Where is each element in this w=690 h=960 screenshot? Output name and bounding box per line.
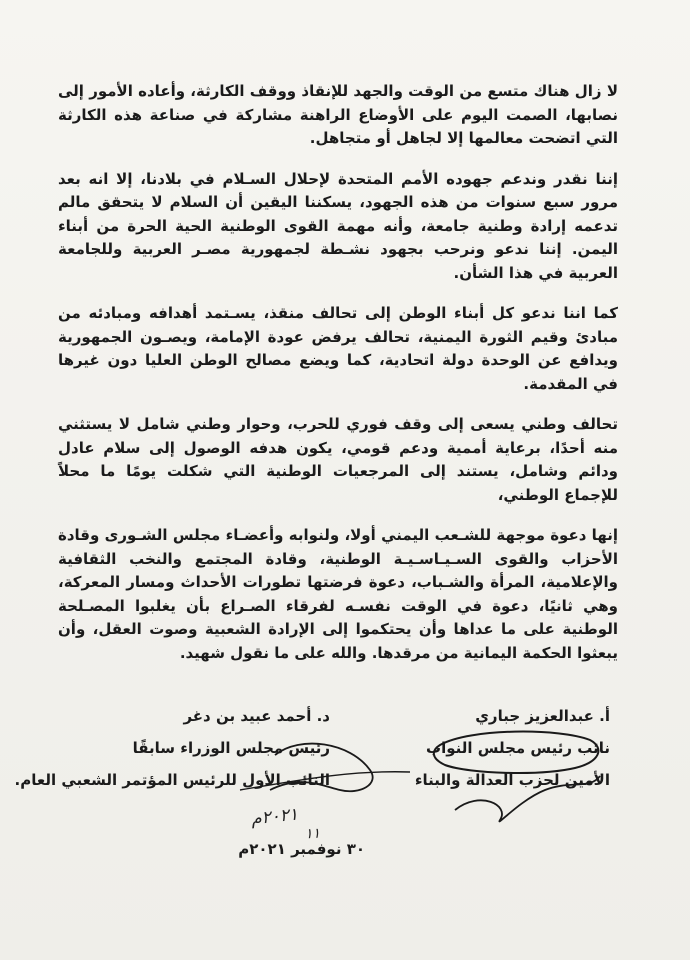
- signatory-name-right: أ. عبدالعزيز جباري: [475, 707, 610, 725]
- paragraph-3: كما اننا ندعو كل أبناء الوطن إلى تحالف منقذ، يسـتمد أهدافه ومبادئه من مبادئ وقيم الثورة اليمنية، تحالف يرفض عودة الإمامة، ويصـون الجمهورية ويدافع عن الوحدة دولة اتحادية، كما ويضع مصالح الوطن العليا دون غيرها في المقدمة.: [58, 304, 618, 393]
- handwritten-year: ٢٠٢١م: [250, 804, 299, 830]
- paragraph-2: إننا نقدر وندعم جهوده الأمم المتحدة لإحلال السـلام في بلادنا، إلا انه بعد مرور سبع سنوات من هذه الجهود، يسكننا اليقين أن السلام لا يتحقق مالم تدعمه إرادة وطنية جامعة، وأنه مهمة القوى الوطنية الحية الحرة من أبناء اليمن. إننا ندعو ونرحب بجهود نشـطة لجمهورية مصـر العربية وللجامعة العربية في هذا الشأن.: [58, 169, 618, 282]
- signature-block-right: [350, 700, 610, 796]
- signatory-title-right-2: الأمين لحزب العدالة والبناء: [414, 771, 610, 789]
- signatory-name-left: د. أحمد عبيد بن دغر: [183, 707, 330, 725]
- letter-date: ٣٠ نوفمبر ٢٠٢١م: [238, 840, 365, 858]
- paragraph-5: إنها دعوة موجهة للشـعب اليمني أولا، ولنوابه وأعضـاء مجلس الشـورى وقادة الأحزاب والقوى السـيـاسـيـة الوطنية، وقادة المجتمع والنخب الثقافية والإعلامية، المرأة والشـباب، دعوة فرضتها تطورات الأحداث ومسار المعركة، وهي ثانيًا، دعوة في الوقت نفسـه لفرقاء الصـراع بأن يغلبوا المصـلحة الوطنية على ما عداها وأن يحتكموا إلى الإرادة الشعبية وصوت العقل، وأن يبعثوا الحكمة اليمانية من مرقدها. والله على ما نقول شهيد.: [58, 526, 618, 662]
- letter-body: [58, 80, 618, 682]
- handwritten-month: ١١: [304, 825, 321, 843]
- signatory-title-right-1: نائب رئيس مجلس النواب: [426, 739, 610, 757]
- signatory-title-left-1: رئيس مجلس الوزراء سابقًا: [132, 739, 330, 757]
- paragraph-4: تحالف وطني يسعى إلى وقف فوري للحرب، وحوار وطني شامل لا يستثني منه أحدًا، برعاية أممية ودعم قومي، يكون هدفه الوصول إلى سلام عادل ودائم وشامل، يستند إلى المرجعيات الوطنية التي شكلت يومًا ما محلاً للإجماع الوطني،: [58, 415, 618, 504]
- paragraph-1: لا زال هناك متسع من الوقت والجهد للإنقاذ ووقف الكارثة، وأعاده الأمور إلى نصابها، الصمت اليوم على الأوضاع الراهنة مشاركة في صناعة هذه الكارثة التي اتضحت معالمها إلا لجاهل أو متجاهل.: [58, 82, 618, 147]
- signatory-title-left-2: النائب الأول للرئيس المؤتمر الشعبي العام.: [14, 771, 330, 789]
- signature-block-left: [14, 700, 330, 796]
